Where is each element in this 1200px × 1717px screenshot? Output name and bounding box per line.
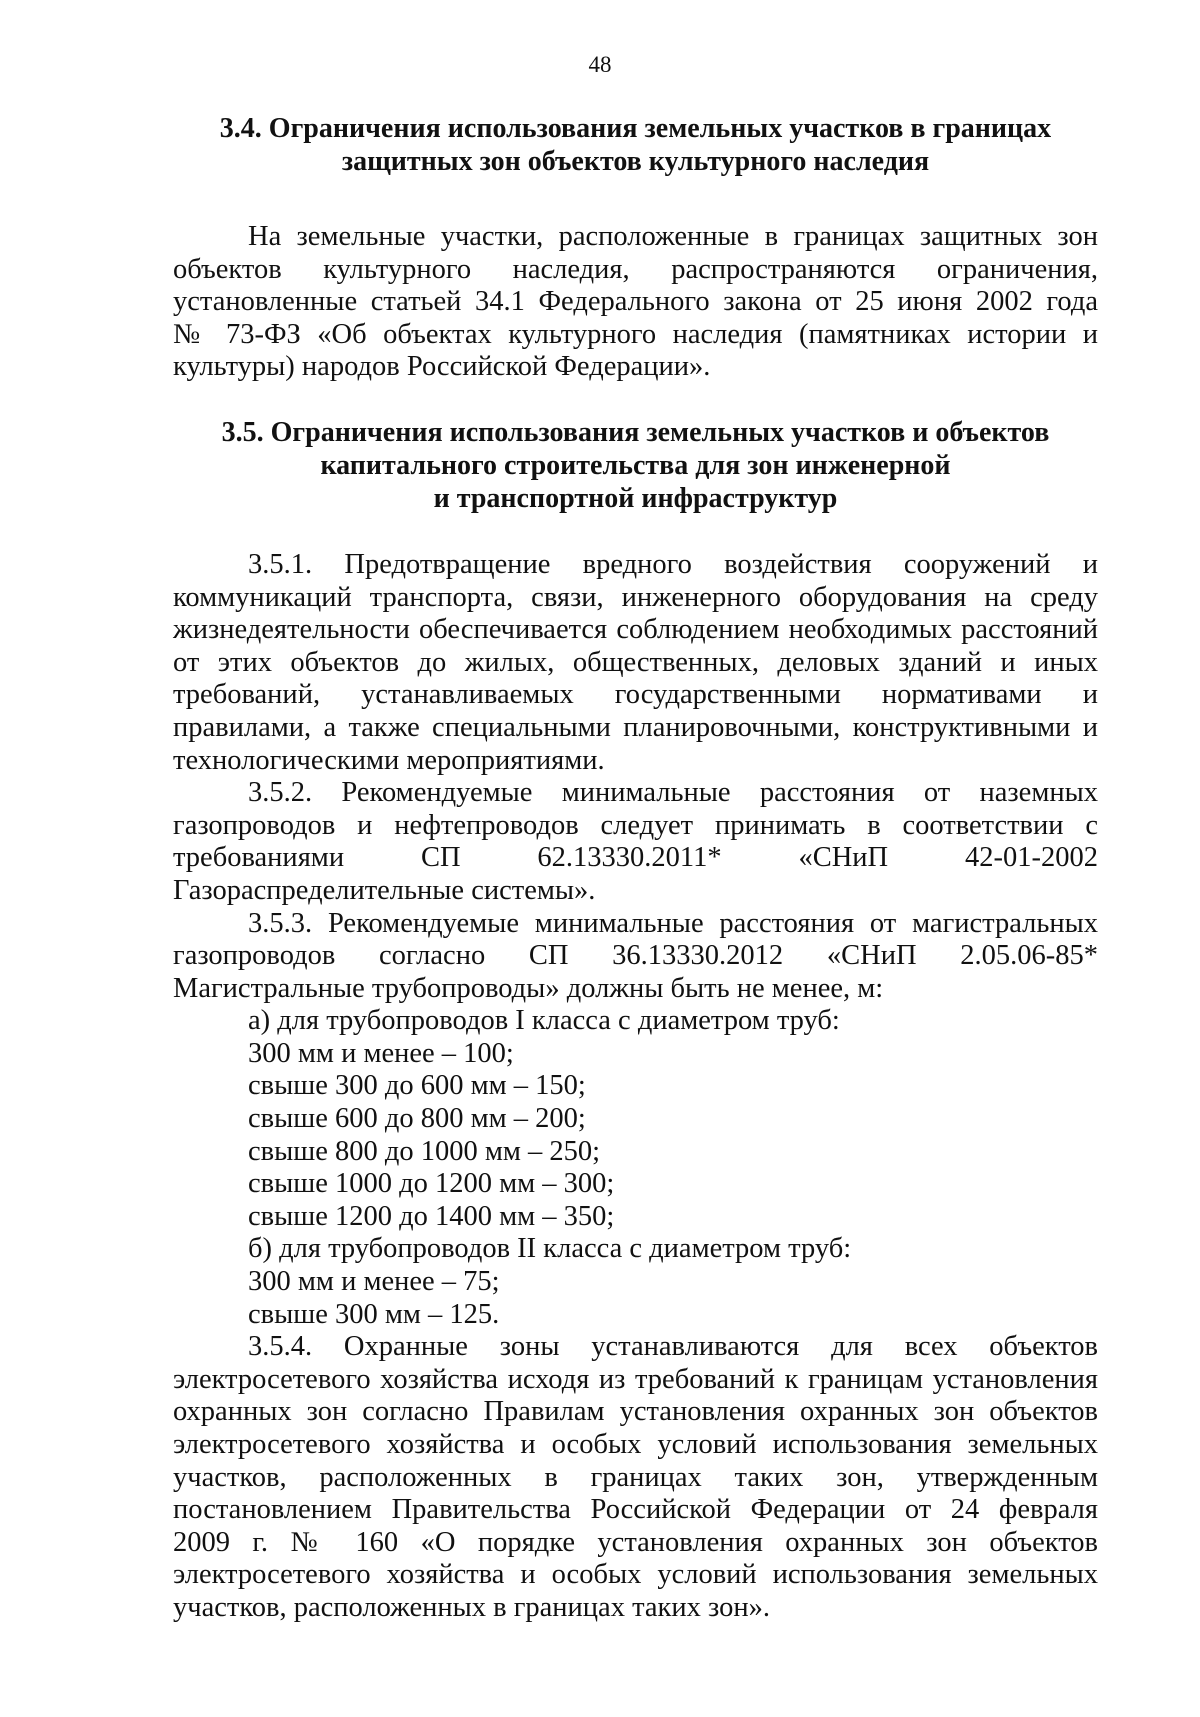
text-line: правилами, а также специальными планировочными, конструктивными и: [173, 711, 1098, 743]
text-line: установленные статьей 34.1 Федерального закона от 25 июня 2002 года: [173, 286, 1098, 318]
distance-list: [173, 1005, 1098, 1331]
list-item: 300 мм и менее – 75;: [248, 1266, 500, 1298]
list-item: свыше 800 до 1000 мм – 250;: [248, 1135, 601, 1167]
text-line: участков, расположенных в границах таких зон».: [173, 1591, 770, 1623]
section-3-5-heading-line: 3.5. Ограничения использования земельных участков и объектов: [221, 416, 1050, 448]
text-line: газопроводов и нефтепроводов следует принимать в соответствии с: [173, 809, 1098, 841]
list-item: 300 мм и менее – 100;: [248, 1037, 514, 1069]
list-item: свыше 300 мм – 125.: [248, 1298, 500, 1330]
text-line: Магистральные трубопроводы» должны быть не менее, м:: [173, 972, 884, 1004]
text-line: электросетевого хозяйства исходя из требований к границам установления: [173, 1363, 1098, 1395]
text-line: технологическими мероприятиями.: [173, 744, 605, 776]
text-line: требований, устанавливаемых государственными нормативами и: [173, 679, 1098, 711]
text-line: электросетевого хозяйства и особых условий использования земельных: [173, 1429, 1098, 1460]
page-number: 48: [588, 52, 612, 77]
list-item: а) для трубопроводов I класса с диаметром труб:: [248, 1005, 840, 1037]
document-body: [173, 112, 1098, 1625]
text-line: жизнедеятельности обеспечивается соблюдением необходимых расстояний: [173, 614, 1098, 646]
text-line: от этих объектов до жилых, общественных, деловых зданий и иных: [173, 646, 1098, 678]
list-item: свыше 600 до 800 мм – 200;: [248, 1103, 586, 1135]
section-3-4-heading-line: 3.4. Ограничения использования земельных участков в границах: [219, 113, 1052, 144]
text-line: 2009 г. № 160 «О порядке установления охранных зон объектов: [173, 1526, 1098, 1558]
section-3-4-heading-line: защитных зон объектов культурного наследия: [341, 146, 930, 177]
section-3-5-heading: [173, 416, 1098, 515]
text-line: культуры) народов Российской Федерации».: [173, 351, 711, 383]
section-3-4-heading: [173, 112, 1098, 178]
paragraph-3-5-3: [173, 908, 1098, 1006]
text-line: 3.5.4. Охранные зоны устанавливаются для всех объектов: [248, 1331, 1098, 1363]
list-item: свыше 300 до 600 мм – 150;: [248, 1070, 586, 1102]
text-line: № 73-ФЗ «Об объектах культурного наследия (памятниках истории и: [173, 318, 1098, 350]
text-line: электросетевого хозяйства и особых условий использования земельных: [173, 1559, 1098, 1591]
paragraph-3-5-1: [173, 549, 1098, 777]
text-line: требованиями СП 62.13330.2011* «СНиП 42-01-2002: [173, 842, 1098, 874]
text-line: участков, расположенных в границах таких зон, утвержденным: [173, 1461, 1098, 1493]
text-line: 3.5.3. Рекомендуемые минимальные расстояния от магистральных: [248, 907, 1098, 939]
list-item: б) для трубопроводов II класса с диаметром труб:: [248, 1233, 852, 1265]
text-line: объектов культурного наследия, распространяются ограничения,: [173, 253, 1098, 285]
section-3-5-heading-line: капитального строительства для зон инженерной: [320, 449, 951, 481]
list-item: свыше 1000 до 1200 мм – 300;: [248, 1168, 615, 1200]
text-line: коммуникаций транспорта, связи, инженерного оборудования на среду: [173, 581, 1098, 613]
section-3-4-paragraph: [173, 221, 1098, 384]
text-line: На земельные участки, расположенные в границах защитных зон: [248, 221, 1098, 252]
text-line: охранных зон согласно Правилам установления охранных зон объектов: [173, 1396, 1098, 1428]
paragraph-3-5-4: [173, 1331, 1098, 1624]
text-line: 3.5.1. Предотвращение вредного воздействия сооружений и: [248, 548, 1098, 580]
text-line: Газораспределительные системы».: [173, 874, 596, 906]
text-line: 3.5.2. Рекомендуемые минимальные расстояния от наземных: [248, 777, 1098, 809]
paragraph-3-5-2: [173, 777, 1098, 907]
text-line: газопроводов согласно СП 36.13330.2012 «СНиП 2.05.06-85*: [173, 940, 1098, 972]
text-line: постановлением Правительства Российской Федерации от 24 февраля: [173, 1494, 1098, 1526]
list-item: свыше 1200 до 1400 мм – 350;: [248, 1200, 615, 1232]
section-3-5-heading-line: и транспортной инфраструктур: [433, 482, 838, 514]
